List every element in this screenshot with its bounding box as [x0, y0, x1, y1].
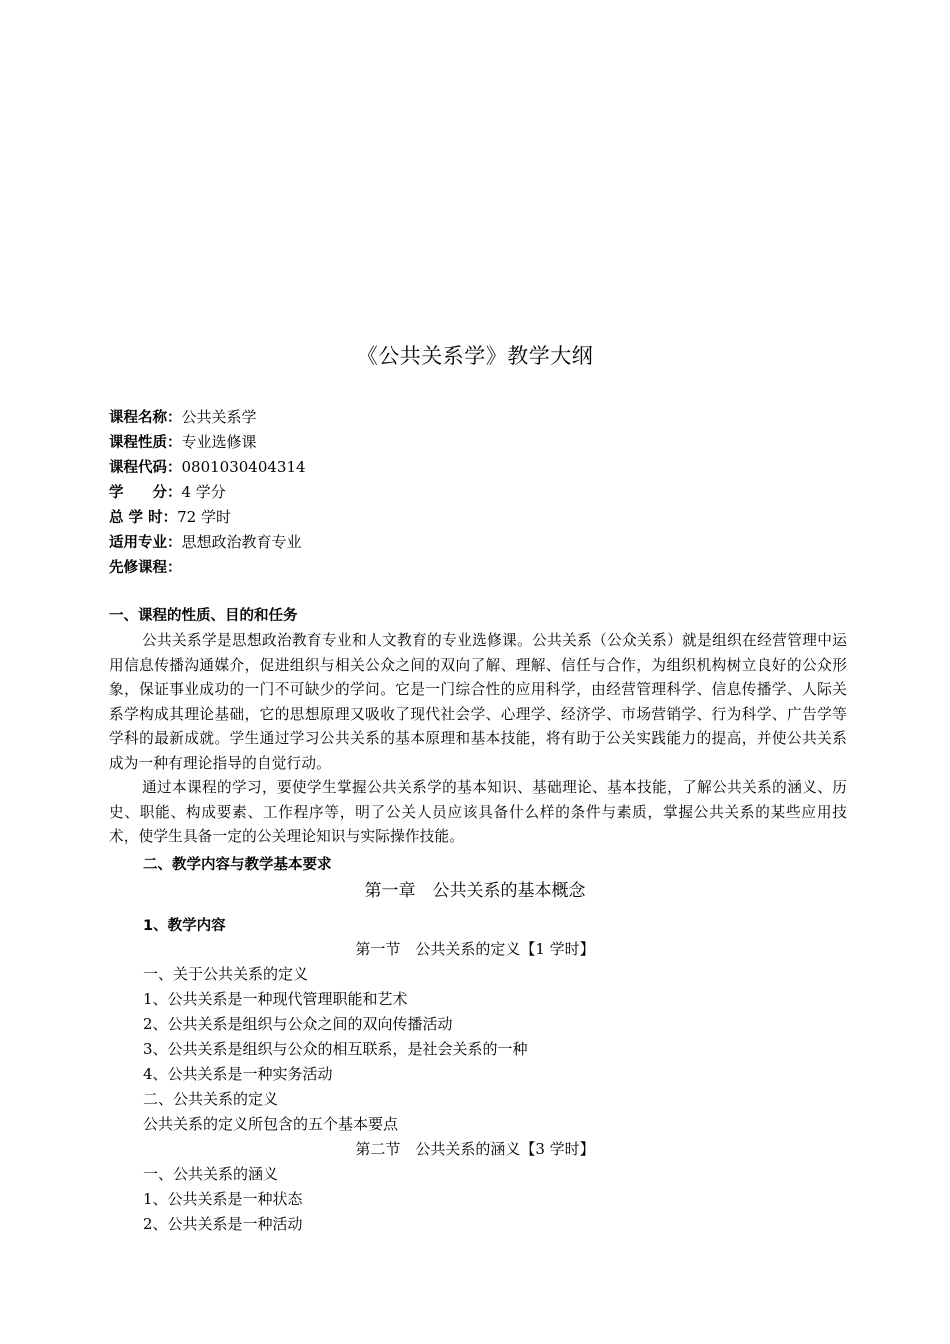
- prerequisite-label: 先修课程：: [109, 560, 182, 576]
- total-hours-label: 总 学 时：: [109, 510, 178, 526]
- teaching-content-heading: 1、教学内容: [143, 918, 226, 934]
- list-item: 4、公共关系是一种实务活动: [143, 1065, 333, 1083]
- course-info-block: [109, 405, 306, 580]
- course-nature-value: 专业选修课: [181, 433, 257, 451]
- course-code-label: 课程代码：: [109, 460, 182, 476]
- list-item: 2、公共关系是一种活动: [143, 1215, 303, 1233]
- section-2-heading: 二、教学内容与教学基本要求: [143, 857, 332, 873]
- course-name-label: 课程名称：: [109, 410, 182, 426]
- list-item: 1、公共关系是一种现代管理职能和艺术: [143, 990, 408, 1008]
- section-1-title: 第一节 公共关系的定义【1 学时】: [355, 940, 595, 958]
- document-title: 《公共关系学》教学大纲: [356, 344, 594, 368]
- list-item: 2、公共关系是组织与公众之间的双向传播活动: [143, 1015, 453, 1033]
- credits-row: [109, 480, 306, 505]
- course-name-value: 公共关系学: [181, 408, 257, 426]
- paragraph-course-nature: 公共关系学是思想政治教育专业和人文教育的专业选修课。公共关系（公众关系）就是组织在经营管理中运用信息传播沟通媒介，促进组织与相关公众之间的双向了解、理解、信任与合作，为组织机构树立良好的公众形象，保证事业成功的一门不可缺少的学问。它是一门综合性的应用科学，由经营管理科学、信息传播学、人际关系学构成其理论基础，它的思想原理又吸收了现代社会学、心理学、经济学、市场营销学、行为科学、广告学等学科的最新成就。学生通过学习公共关系的基本原理和基本技能，将有助于公关实践能力的提高，并使公共关系成为一种有理论指导的自觉行动。: [109, 632, 847, 772]
- applicable-major-row: [109, 530, 306, 555]
- list-item: 二、公共关系的定义: [143, 1090, 279, 1108]
- list-item: 1、公共关系是一种状态: [143, 1190, 303, 1208]
- chapter-1-outline: [0, 937, 950, 1237]
- applicable-major-label: 适用专业：: [109, 535, 182, 551]
- list-item: 一、公共关系的涵义: [143, 1165, 279, 1183]
- credits-value: 4 学分: [181, 483, 226, 501]
- applicable-major-value: 思想政治教育专业: [181, 533, 302, 551]
- list-item: 3、公共关系是组织与公众的相互联系，是社会关系的一种: [143, 1040, 528, 1058]
- list-item: 公共关系的定义所包含的五个基本要点: [143, 1115, 399, 1133]
- prerequisite-row: [109, 555, 306, 580]
- section-1-heading: 一、课程的性质、目的和任务: [109, 608, 298, 624]
- total-hours-value: 72 学时: [177, 508, 231, 526]
- credits-label: 学 分：: [109, 485, 182, 501]
- paragraph-course-goals: 通过本课程的学习，要使学生掌握公共关系学的基本知识、基础理论、基本技能，了解公共关系的涵义、历史、职能、构成要素、工作程序等，明了公关人员应该具备什么样的条件与素质，掌握公共关系的某些应用技术，使学生具备一定的公关理论知识与实际操作技能。: [109, 779, 847, 846]
- course-name-row: [109, 405, 306, 430]
- course-nature-label: 课程性质：: [109, 435, 182, 451]
- total-hours-row: [109, 505, 306, 530]
- course-code-value: 0801030404314: [181, 458, 306, 476]
- chapter-1-title: 第一章 公共关系的基本概念: [364, 881, 586, 901]
- course-nature-row: [109, 430, 306, 455]
- course-code-row: [109, 455, 306, 480]
- section-2-title: 第二节 公共关系的涵义【3 学时】: [355, 1140, 595, 1158]
- list-item: 一、关于公共关系的定义: [143, 965, 309, 983]
